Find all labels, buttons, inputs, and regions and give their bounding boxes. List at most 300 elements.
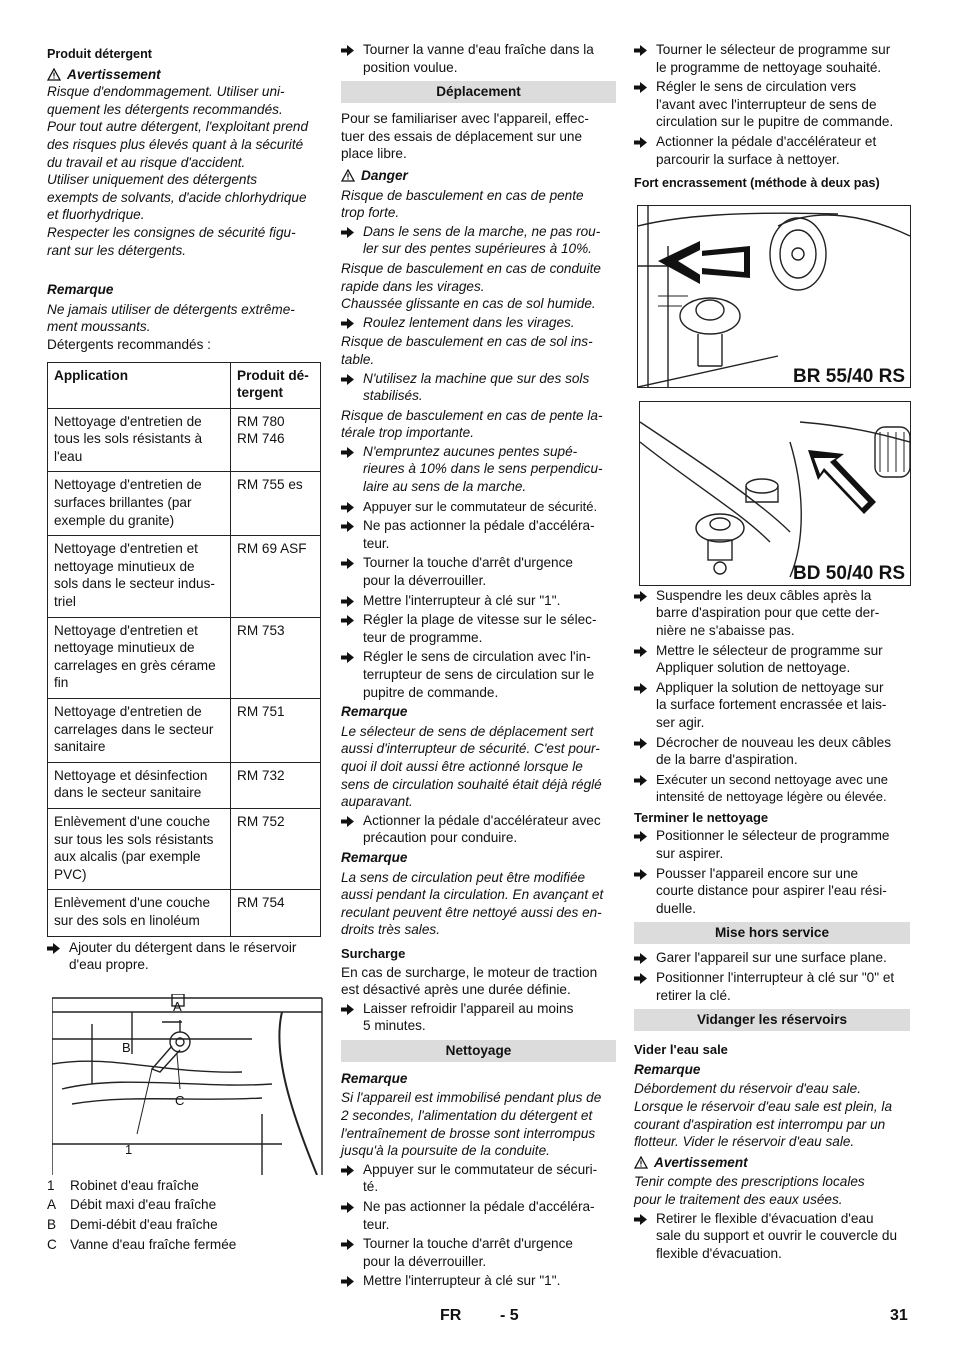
table-cell-application bbox=[48, 808, 231, 889]
danger-step bbox=[341, 443, 616, 496]
arrow-right-icon bbox=[341, 652, 354, 663]
text-line: pour la déverrouiller. bbox=[363, 573, 487, 589]
text-line: Roulez lentement dans les virages. bbox=[363, 314, 575, 330]
text-line: La sens de circulation peut être modifiée bbox=[341, 869, 586, 885]
danger-block bbox=[341, 187, 616, 258]
text-line: Utiliser uniquement des détergents bbox=[47, 172, 258, 188]
text-line: quement les détergents recommandés. bbox=[47, 101, 283, 117]
step-item bbox=[341, 498, 616, 516]
text-line: Risque de basculement en cas de conduite bbox=[341, 260, 601, 276]
warning-title bbox=[634, 1154, 910, 1172]
heavy-soiling-heading: Fort encrassement (méthode à deux pas) bbox=[634, 176, 880, 191]
table-cell-product bbox=[231, 808, 321, 889]
cell-text: tous les sols résistants à bbox=[54, 431, 203, 447]
step-item bbox=[341, 812, 616, 847]
danger-step bbox=[341, 370, 616, 405]
cell-text: nettoyage minutieux de bbox=[54, 640, 195, 656]
table-cell-product bbox=[231, 890, 321, 936]
step-item bbox=[634, 827, 910, 862]
br-55-40-drawing bbox=[638, 206, 910, 387]
top-steps bbox=[634, 41, 910, 168]
cell-text: RM 69 ASF bbox=[237, 541, 307, 557]
danger-title bbox=[341, 167, 616, 185]
arrow-right-icon bbox=[634, 45, 647, 56]
step-item bbox=[634, 734, 910, 769]
arrow-right-icon bbox=[341, 558, 354, 569]
text-line: courant d'aspiration est interrompu par un bbox=[634, 1116, 886, 1132]
legend-text: Robinet d'eau fraîche bbox=[70, 1177, 199, 1193]
text-line: jusqu'à la poursuite de la conduite. bbox=[341, 1143, 550, 1159]
shutdown-steps bbox=[634, 949, 910, 1004]
step-item bbox=[634, 41, 910, 76]
text-line: Pour tout autre détergent, l'exploitant prend bbox=[47, 119, 309, 135]
section-heading-mise-hors-service: Mise hors service bbox=[634, 922, 910, 944]
cell-text: sur tous les sols résistants bbox=[54, 831, 214, 847]
text-line: position voulue. bbox=[363, 59, 458, 75]
text-line: retirer la clé. bbox=[656, 987, 731, 1003]
table-row bbox=[48, 890, 321, 936]
overload-heading: Surcharge bbox=[341, 945, 406, 961]
text-line: ment moussants. bbox=[47, 319, 151, 335]
danger-block bbox=[341, 407, 616, 496]
step-item bbox=[341, 611, 616, 646]
text-line: Retirer le flexible d'évacuation d'eau bbox=[656, 1210, 874, 1226]
warning-label: Avertissement bbox=[67, 66, 161, 82]
text-line: 5 minutes. bbox=[363, 1018, 426, 1034]
text-line: flexible d'évacuation. bbox=[656, 1245, 782, 1261]
text-line: Ne jamais utiliser de détergents extrême- bbox=[47, 301, 295, 317]
figure-label-b: B bbox=[122, 1039, 131, 1055]
arrow-right-icon bbox=[341, 816, 354, 827]
cell-text: Enlèvement d'une couche bbox=[54, 895, 211, 911]
text-line: flotteur. Vider le réservoir d'eau sale. bbox=[634, 1134, 855, 1150]
br-55-40-figure bbox=[637, 205, 911, 388]
arrow-right-icon bbox=[634, 137, 647, 148]
text-line: sale du support et ouvrir le couvercle du bbox=[656, 1228, 898, 1244]
text-line: Tenir compte des prescriptions locales bbox=[634, 1174, 865, 1190]
arrow-right-icon bbox=[634, 738, 647, 749]
text-line: de la barre d'aspiration. bbox=[656, 752, 798, 768]
arrow-right-icon bbox=[47, 943, 60, 954]
step-item bbox=[634, 78, 910, 131]
table-row bbox=[48, 699, 321, 763]
text-line: 2 secondes, l'alimentation du détergent et bbox=[341, 1108, 593, 1124]
text-line: le programme de nettoyage souhaité. bbox=[656, 59, 882, 75]
danger-label: Danger bbox=[361, 167, 408, 183]
text-line: Risque de basculement en cas de pente la- bbox=[341, 407, 603, 423]
arrow-right-icon bbox=[341, 521, 354, 532]
cell-text: l'eau bbox=[54, 448, 83, 464]
text-line: ler sur des pentes supérieures à 10%. bbox=[363, 241, 592, 257]
legend-key: C bbox=[47, 1236, 57, 1252]
cell-text: Nettoyage et désinfection bbox=[54, 767, 208, 783]
danger-block bbox=[341, 333, 616, 404]
cell-text: RM 755 es bbox=[237, 477, 303, 493]
text-line: barre d'aspiration pour que cette der- bbox=[656, 605, 880, 621]
column-3 bbox=[634, 40, 910, 1264]
note-label: Remarque bbox=[634, 1061, 701, 1077]
legend-key: B bbox=[47, 1216, 57, 1232]
text-line: Régler la plage de vitesse sur le sélec- bbox=[363, 612, 597, 628]
legend-text: Débit maxi d'eau fraîche bbox=[70, 1197, 217, 1213]
text-line: Pousser l'appareil encore sur une bbox=[656, 865, 859, 881]
step-item bbox=[341, 1161, 616, 1196]
detergent-table bbox=[47, 362, 321, 937]
text-line: rapide dans les virages. bbox=[341, 278, 485, 294]
text-line: sur aspirer. bbox=[656, 846, 724, 862]
text-line: Appuyer sur le commutateur de sécuri- bbox=[363, 1161, 598, 1177]
step-item bbox=[341, 1000, 616, 1035]
arrow-right-icon bbox=[634, 683, 647, 694]
legend-text: Vanne d'eau fraîche fermée bbox=[70, 1236, 237, 1252]
text-line: Positionner l'interrupteur à clé sur "0" et bbox=[656, 970, 895, 986]
text-line: Si l'appareil est immobilisé pendant plus de bbox=[341, 1090, 602, 1106]
text-line: du travail et au risque d'accident. bbox=[47, 154, 246, 170]
step-item bbox=[634, 1210, 910, 1263]
cell-text: surfaces brillantes (par bbox=[54, 495, 192, 511]
header-text: Produit dé- bbox=[237, 367, 309, 383]
table-row bbox=[48, 617, 321, 698]
table-row bbox=[48, 472, 321, 536]
legend-item bbox=[47, 1216, 321, 1234]
text-line: exempts de solvants, d'acide chlorhydrique bbox=[47, 189, 307, 205]
figure-label-br: BR 55/40 RS bbox=[793, 365, 905, 387]
note-label: Remarque bbox=[47, 282, 114, 298]
text-line: l'avant avec l'interrupteur de sens de bbox=[656, 96, 877, 112]
footer-local-page: - 5 bbox=[500, 1307, 519, 1324]
step-item bbox=[634, 679, 910, 732]
step-item bbox=[341, 1198, 616, 1233]
text-line: rant sur les détergents. bbox=[47, 242, 187, 258]
step-item bbox=[634, 642, 910, 677]
note-text bbox=[47, 301, 321, 336]
cell-text: RM 753 bbox=[237, 622, 285, 638]
text-line: Tourner la vanne d'eau fraîche dans la bbox=[363, 42, 594, 57]
figure-label-c: C bbox=[175, 1092, 185, 1108]
text-line: Débordement du réservoir d'eau sale. bbox=[634, 1081, 862, 1097]
table-cell-application bbox=[48, 536, 231, 617]
step-item bbox=[341, 592, 616, 610]
cell-text: Enlèvement d'une couche bbox=[54, 813, 211, 829]
cell-text: RM 752 bbox=[237, 813, 285, 829]
text-line: des risques plus élevés quant à la sécurité bbox=[47, 136, 304, 152]
step-item bbox=[634, 771, 910, 806]
table-cell-product bbox=[231, 536, 321, 617]
text-line: terrupteur de sens de circulation sur le bbox=[363, 667, 595, 682]
danger-step bbox=[341, 314, 616, 332]
text-line: Exécuter un second nettoyage avec une bbox=[656, 771, 888, 787]
clean-steps bbox=[341, 1161, 616, 1290]
bd-50-40-drawing bbox=[640, 402, 910, 585]
text-line: En cas de surcharge, le moteur de traction bbox=[341, 964, 598, 980]
text-line: parcourir la surface à nettoyer. bbox=[656, 151, 840, 167]
arrow-right-icon bbox=[341, 1239, 354, 1250]
text-line: sens de circulation souhaité était déjà réglé bbox=[341, 776, 602, 792]
cell-text: Nettoyage d'entretien et bbox=[54, 622, 198, 638]
column-1 bbox=[47, 40, 321, 1255]
text-line: Ne pas actionner la pédale d'accéléra- bbox=[363, 518, 595, 534]
warning-text bbox=[634, 1173, 910, 1208]
arrow-right-icon bbox=[634, 869, 647, 880]
figure-label-1: 1 bbox=[125, 1141, 133, 1157]
step-item bbox=[341, 554, 616, 589]
arrow-right-icon bbox=[634, 646, 647, 657]
arrow-right-icon bbox=[341, 45, 354, 56]
table-cell-application bbox=[48, 890, 231, 936]
legend-key: 1 bbox=[47, 1177, 55, 1193]
overload-text bbox=[341, 964, 616, 999]
cell-text: RM 746 bbox=[237, 431, 285, 447]
text-line: pour le traitement des eaux usées. bbox=[634, 1191, 843, 1207]
cell-text: carrelages dans le secteur bbox=[54, 721, 214, 737]
figure-legend bbox=[47, 1177, 321, 1253]
legend-item bbox=[47, 1236, 321, 1254]
text-line: Mettre l'interrupteur à clé sur "1". bbox=[363, 1273, 561, 1289]
cell-text: Nettoyage d'entretien de bbox=[54, 413, 202, 429]
cell-text: sur des sols en linoléum bbox=[54, 912, 200, 928]
arrow-right-icon bbox=[634, 973, 647, 984]
arrow-right-icon bbox=[341, 227, 354, 238]
arrow-right-icon bbox=[634, 82, 647, 93]
text-line: Tourner la touche d'arrêt d'urgence bbox=[363, 1236, 573, 1252]
arrow-right-icon bbox=[341, 374, 354, 385]
table-row bbox=[48, 408, 321, 472]
cell-text: carrelages en grès cérame bbox=[54, 657, 216, 673]
text-line: pour la déverrouiller. bbox=[363, 1253, 487, 1269]
warning-text bbox=[47, 83, 321, 259]
section-heading-deplacement: Déplacement bbox=[341, 81, 616, 103]
finish-heading: Terminer le nettoyage bbox=[634, 809, 769, 825]
cell-text: Nettoyage d'entretien et bbox=[54, 541, 198, 557]
text-line: aussi pendant la circulation. En avançant et bbox=[341, 887, 604, 903]
text-line: nière ne s'abaisse pas. bbox=[656, 622, 795, 638]
legend-key: A bbox=[47, 1197, 57, 1213]
step-item bbox=[341, 1235, 616, 1270]
note-label: Remarque bbox=[341, 704, 408, 720]
arrow-right-icon bbox=[634, 591, 647, 602]
legend-text: Demi-débit d'eau fraîche bbox=[70, 1216, 218, 1232]
warning-triangle-icon bbox=[634, 1156, 648, 1169]
text-line: Décrocher de nouveau les deux câbles bbox=[656, 734, 892, 750]
text-line: trop forte. bbox=[341, 205, 400, 221]
legend-item bbox=[47, 1177, 321, 1195]
header-text: Application bbox=[54, 367, 129, 383]
text-line: N'utilisez la machine que sur des sols bbox=[363, 370, 590, 386]
text-line: Pour se familiariser avec l'appareil, effec- bbox=[341, 111, 589, 127]
note-label: Remarque bbox=[341, 1070, 408, 1086]
text-line: pupitre de commande. bbox=[363, 684, 499, 700]
text-line: place libre. bbox=[341, 146, 407, 162]
footer-language: FR bbox=[440, 1307, 462, 1324]
text-line: reculant peuvent être nettoyé aussi des en- bbox=[341, 904, 602, 920]
text-line: droits très sales. bbox=[341, 922, 440, 938]
text-line: Risque de basculement en cas de sol ins- bbox=[341, 334, 593, 350]
table-row bbox=[48, 536, 321, 617]
cell-text: Nettoyage d'entretien de bbox=[54, 477, 202, 493]
table-cell-product bbox=[231, 408, 321, 472]
text-line: N'empruntez aucunes pentes supé- bbox=[363, 443, 578, 459]
arrow-right-icon bbox=[341, 615, 354, 626]
text-line: Le sélecteur de sens de déplacement sert bbox=[341, 723, 594, 739]
text-line: Appliquer solution de nettoyage. bbox=[656, 660, 851, 676]
step-item bbox=[634, 969, 910, 1004]
step-item bbox=[341, 517, 616, 552]
text-line: Régler le sens de circulation avec l'in- bbox=[363, 649, 591, 665]
table-header-product bbox=[231, 362, 321, 408]
text-line: d'eau propre. bbox=[69, 957, 149, 973]
arrow-right-icon bbox=[341, 1165, 354, 1176]
arrow-right-icon bbox=[634, 1214, 647, 1225]
step-item bbox=[634, 133, 910, 168]
arrow-right-icon bbox=[341, 1276, 354, 1287]
note-text bbox=[341, 869, 616, 939]
text-line: courte distance pour aspirer l'eau rési- bbox=[656, 883, 887, 899]
text-line: Mettre l'interrupteur à clé sur "1". bbox=[363, 592, 561, 608]
arrow-right-icon bbox=[341, 596, 354, 607]
danger-block bbox=[341, 260, 616, 331]
text-line: l'entraînement de brosse sont interrompus bbox=[341, 1125, 596, 1141]
text-line: Positionner le sélecteur de programme bbox=[656, 828, 890, 844]
text-line: Dans le sens de la marche, ne pas rou- bbox=[363, 223, 601, 239]
step-turn-valve bbox=[341, 41, 616, 76]
danger-step bbox=[341, 223, 616, 258]
legend-item bbox=[47, 1196, 321, 1214]
cell-text: Nettoyage d'entretien de bbox=[54, 704, 202, 719]
warning-title bbox=[47, 66, 321, 84]
section-heading-vidanger: Vidanger les réservoirs bbox=[634, 1009, 910, 1031]
text-line: stabilisés. bbox=[363, 388, 423, 404]
detergent-heading: Produit détergent bbox=[47, 47, 152, 61]
text-line: est désactivé après une durée définie. bbox=[341, 982, 571, 998]
cell-text: aux alcalis (par exemple bbox=[54, 849, 201, 865]
step-item bbox=[634, 865, 910, 918]
bd-50-40-figure bbox=[639, 401, 911, 586]
text-line: té. bbox=[363, 1179, 379, 1195]
arrow-right-icon bbox=[634, 831, 647, 842]
cell-text: sanitaire bbox=[54, 739, 106, 755]
table-cell-product bbox=[231, 617, 321, 698]
arrow-right-icon bbox=[341, 318, 354, 329]
cell-text: RM 751 bbox=[237, 704, 285, 719]
text-line: Mettre le sélecteur de programme sur bbox=[656, 642, 883, 658]
text-line: rieures à 10% dans le sens perpendicu- bbox=[363, 461, 603, 477]
warning-triangle-icon bbox=[47, 68, 61, 81]
text-line: Régler le sens de circulation vers bbox=[656, 79, 857, 95]
text-line: aussi d'interrupteur de sécurité. C'est pour- bbox=[341, 741, 600, 757]
warning-label: Avertissement bbox=[654, 1154, 748, 1170]
cell-text: nettoyage minutieux de bbox=[54, 558, 195, 574]
arrow-right-icon bbox=[341, 1004, 354, 1015]
note-label: Remarque bbox=[341, 849, 408, 865]
text-line: et fluorhydrique. bbox=[47, 207, 145, 223]
heavy-steps bbox=[634, 587, 910, 806]
text-line: duelle. bbox=[656, 900, 697, 916]
step-item bbox=[634, 949, 910, 967]
header-text: tergent bbox=[237, 385, 284, 401]
water-valve-drawing bbox=[52, 994, 328, 1175]
text-line: teur. bbox=[363, 1216, 390, 1232]
arrow-right-icon bbox=[341, 502, 354, 513]
text-line: Tourner la touche d'arrêt d'urgence bbox=[363, 555, 573, 571]
table-cell-application bbox=[48, 617, 231, 698]
text-line: Respecter les consignes de sécurité figu- bbox=[47, 224, 296, 240]
text-line: Ajouter du détergent dans le réservoir bbox=[69, 939, 297, 955]
table-cell-application bbox=[48, 762, 231, 808]
move-steps bbox=[341, 498, 616, 702]
intro-text bbox=[341, 110, 616, 163]
section-heading-nettoyage: Nettoyage bbox=[341, 1040, 616, 1062]
text-line: Actionner la pédale d'accélérateur et bbox=[656, 133, 877, 149]
cell-text: fin bbox=[54, 675, 69, 691]
text-line: Laisser refroidir l'appareil au moins bbox=[363, 1000, 574, 1016]
cell-text: RM 732 bbox=[237, 767, 285, 783]
cell-text: RM 754 bbox=[237, 895, 285, 911]
step-item bbox=[341, 1272, 616, 1290]
table-header-application bbox=[48, 362, 231, 408]
text-line: la surface fortement encrassée et lais- bbox=[656, 697, 887, 713]
text-line: Risque de basculement en cas de pente bbox=[341, 187, 584, 203]
text-line: ser agir. bbox=[656, 714, 705, 730]
arrow-right-icon bbox=[341, 447, 354, 458]
footer-page-number: 31 bbox=[890, 1307, 908, 1324]
text-line: Suspendre les deux câbles après la bbox=[656, 587, 872, 603]
table-header-row bbox=[48, 362, 321, 408]
table-row bbox=[48, 762, 321, 808]
cell-text: sols dans le secteur indus- bbox=[54, 576, 215, 592]
arrow-right-icon bbox=[634, 775, 647, 786]
cell-text: triel bbox=[54, 594, 76, 610]
arrow-right-icon bbox=[341, 1202, 354, 1213]
text-line: circulation sur le pupitre de commande. bbox=[656, 114, 894, 130]
note-text bbox=[341, 723, 616, 811]
text-line: Chaussée glissante en cas de sol humide. bbox=[341, 296, 596, 312]
table-row bbox=[48, 808, 321, 889]
step-item bbox=[634, 587, 910, 640]
text-line: Risque d'endommagement. Utiliser uni- bbox=[47, 84, 285, 100]
text-line: Actionner la pédale d'accélérateur avec bbox=[363, 812, 601, 828]
text-line: quoi il doit aussi être actionné lorsque le bbox=[341, 758, 583, 774]
warning-triangle-icon bbox=[341, 169, 355, 182]
text-line: teur. bbox=[363, 535, 390, 551]
note-text bbox=[341, 1089, 616, 1159]
text-line: teur de programme. bbox=[363, 629, 483, 645]
table-cell-product bbox=[231, 472, 321, 536]
text-line: auparavant. bbox=[341, 794, 413, 810]
text-line: Garer l'appareil sur une surface plane. bbox=[656, 950, 887, 966]
cell-text: RM 780 bbox=[237, 413, 285, 429]
text-line: Ne pas actionner la pédale d'accéléra- bbox=[363, 1199, 595, 1215]
cell-text: PVC) bbox=[54, 866, 87, 882]
note-text bbox=[634, 1080, 910, 1150]
figure-label-bd: BD 50/40 RS bbox=[793, 562, 905, 584]
figure-label-a: A bbox=[173, 998, 182, 1014]
text-line: Appliquer la solution de nettoyage sur bbox=[656, 679, 884, 695]
text-line: tuer des essais de déplacement sur une bbox=[341, 128, 583, 144]
cell-text: exemple du granite) bbox=[54, 512, 175, 528]
text-line: intensité de nettoyage légère ou élevée. bbox=[656, 789, 887, 805]
text-line: Lorsque le réservoir d'eau sale est plein, la bbox=[634, 1099, 893, 1114]
text-line: laire au sens de la marche. bbox=[363, 479, 527, 495]
cell-text: dans le secteur sanitaire bbox=[54, 785, 202, 801]
table-cell-product bbox=[231, 699, 321, 763]
dirty-water-heading: Vider l'eau sale bbox=[634, 1042, 728, 1058]
column-2 bbox=[341, 40, 616, 1292]
table-cell-product bbox=[231, 762, 321, 808]
water-valve-figure bbox=[52, 994, 328, 1175]
table-cell-application bbox=[48, 699, 231, 763]
text-line: Appuyer sur le commutateur de sécurité. bbox=[363, 498, 598, 514]
text-line: table. bbox=[341, 351, 375, 367]
